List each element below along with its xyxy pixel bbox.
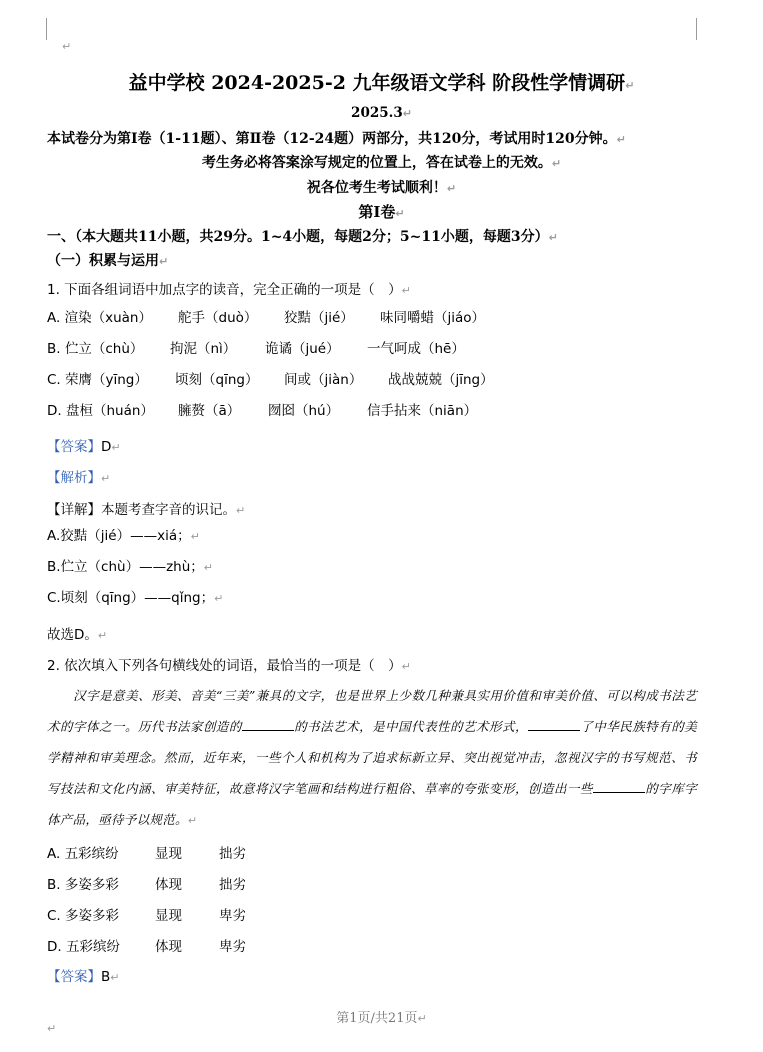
question-2-stem: 2. 依次填入下列各句横线处的词语，最恰当的一项是（ ）↵	[47, 658, 411, 674]
question-2-passage: 汉字是意美、形美、音美“三美”兼具的文字，也是世界上少数几种兼具实用价值和审美价值、可以构成书法艺术的字体之一。历代书法家创造的 的书法艺术，是中国代表性的艺术形式， 了中华民族特有的美学精神和审美理念。然而，近年来，一些个人和机构为了追求标新立异、突出视觉冲击，忽视汉字的书写规范、书写技法和文化内涵、审美特征，故意将汉字笔画和结构进行粗俗、草率的夸张变形，创造出一些 的字库字体产品，亟待予以规范。↵	[47, 688, 698, 827]
option-a-4: 味同嚼蜡（jiáo）	[380, 310, 486, 326]
option-c-3: 间或（jiàn）	[284, 372, 363, 388]
q2-option-a-1: A. 五彩缤纷	[47, 846, 119, 862]
option-b-1: B. 伫立（chù）	[47, 341, 144, 357]
crop-mark-right	[696, 18, 697, 40]
section-heading: 一、（本大题共11小题，共29分。1~4小题，每题2分；5~11小题，每题3分）↵	[47, 229, 558, 245]
q2-option-d-1: D. 五彩缤纷	[47, 939, 120, 955]
q2-option-b-3: 拙劣	[219, 877, 246, 893]
q2-option-c-3: 卑劣	[219, 908, 246, 924]
page-footer: 第1页/共21页↵	[336, 1011, 427, 1026]
q2-option-d-2: 体现	[155, 939, 182, 955]
option-c-1: C. 荣膺（yīng）	[47, 372, 148, 388]
q2-option-c-1: C. 多姿多彩	[47, 908, 120, 924]
q2-option-a-3: 拙劣	[219, 846, 246, 862]
question-1-answer: 【答案】D↵	[47, 439, 121, 455]
paragraph-mark-top: ↵	[62, 40, 72, 53]
q2-option-d-3: 卑劣	[219, 939, 246, 955]
option-b-2: 拘泥（nì）	[170, 341, 237, 357]
option-b-3: 诡谲（jué）	[265, 341, 340, 357]
option-d-4: 信手拈来（niān）	[367, 403, 478, 419]
option-a-3: 狡黠（jié）	[284, 310, 354, 326]
question-1-detail: 【详解】本题考查字音的识记。↵	[47, 502, 246, 518]
blank-3	[593, 782, 645, 793]
exam-intro: 本试卷分为第Ⅰ卷（1-11题）、第Ⅱ卷（12-24题）两部分，共120分，考试用时120分钟。↵	[47, 131, 626, 147]
question-2-answer: 【答案】B↵	[47, 969, 120, 985]
option-a-2: 舵手（duò）	[178, 310, 258, 326]
option-c-2: 顷刻（qīng）	[175, 372, 259, 388]
blank-2	[528, 720, 580, 731]
exam-date: 2025.3↵	[351, 105, 412, 121]
crop-mark-left	[46, 18, 47, 40]
question-1-conclusion: 故选D。↵	[47, 627, 108, 643]
option-d-2: 臃赘（ā）	[178, 403, 241, 419]
option-c-4: 战战兢兢（jīng）	[388, 372, 494, 388]
q2-option-a-2: 显现	[155, 846, 182, 862]
q2-option-b-1: B. 多姿多彩	[47, 877, 119, 893]
option-b-4: 一气呵成（hē）	[367, 341, 465, 357]
option-d-1: D. 盘桓（huán）	[47, 403, 154, 419]
question-1-fix-a: A.狡黠（jié）——xiá；↵	[47, 528, 200, 544]
question-1-analysis-label: 【解析】↵	[47, 470, 111, 486]
q2-option-b-2: 体现	[155, 877, 182, 893]
question-1-stem: 1. 下面各组词语中加点字的读音，完全正确的一项是（ ）↵	[47, 282, 411, 298]
question-1-fix-c: C.顷刻（qīng）——qǐng；↵	[47, 590, 224, 606]
blank-1	[242, 720, 294, 731]
option-d-3: 囫囵（hú）	[268, 403, 340, 419]
question-1-fix-b: B.伫立（chù）——zhù；↵	[47, 559, 214, 575]
subsection-heading: （一）积累与运用↵	[47, 253, 169, 269]
q2-option-c-2: 显现	[155, 908, 182, 924]
paragraph-mark-bottom: ↵	[47, 1022, 57, 1035]
document-title: 益中学校 2024-2025-2 九年级语文学科 阶段性学情调研↵	[128, 72, 635, 94]
exam-wish: 祝各位考生考试顺利！↵	[306, 180, 457, 196]
volume-title: 第Ⅰ卷↵	[358, 203, 405, 221]
exam-notice: 考生务必将答案涂写规定的位置上，答在试卷上的无效。↵	[201, 155, 562, 171]
option-a-1: A. 渲染（xuàn）	[47, 310, 152, 326]
